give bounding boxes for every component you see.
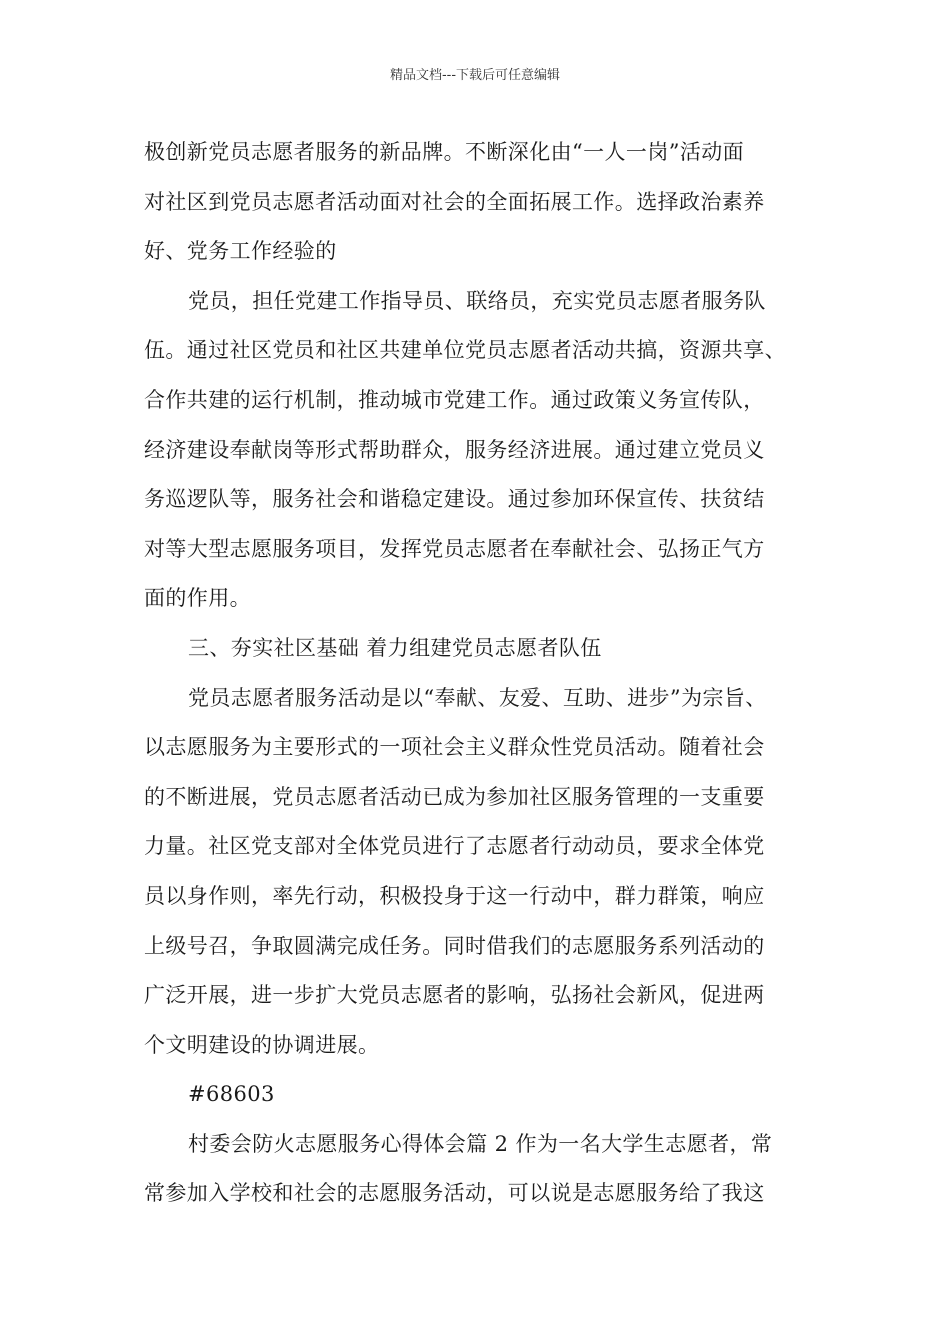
text-line: 合作共建的运行机制，推动城市党建工作。通过政策义务宣传队， xyxy=(144,387,765,412)
text-line: 党员志愿者服务活动是以“奉献、友爱、互助、进步”为宗旨、 xyxy=(188,685,767,710)
text-line: 广泛开展，进一步扩大党员志愿者的影响，弘扬社会新风，促进两 xyxy=(144,983,765,1008)
text-line: 务巡逻队等，服务社会和谐稳定建设。通过参加环保宣传、扶贫结 xyxy=(144,487,765,512)
text-line: 伍。通过社区党员和社区共建单位党员志愿者活动共搞，资源共享、 xyxy=(144,338,786,363)
text-line: 以志愿服务为主要形式的一项社会主义群众性党员活动。随着社会 xyxy=(144,735,765,760)
document-id: #68603 xyxy=(188,1082,275,1107)
page-header: 精品文档---下载后可任意编辑 xyxy=(389,68,561,83)
text-line: 好、党务工作经验的 xyxy=(144,239,337,264)
text-line: 村委会防火志愿服务心得体会篇 2 作为一名大学生志愿者，常 xyxy=(188,1131,773,1156)
text-line: 对等大型志愿服务项目，发挥党员志愿者在奉献社会、弘扬正气方 xyxy=(144,536,765,561)
text-line: 的不断进展，党员志愿者活动已成为参加社区服务管理的一支重要 xyxy=(144,784,765,809)
text-line: 力量。社区党支部对全体党员进行了志愿者行动动员，要求全体党 xyxy=(144,834,765,859)
text-line: 个文明建设的协调进展。 xyxy=(144,1032,380,1057)
text-line: 极创新党员志愿者服务的新品牌。不断深化由“一人一岗”活动面 xyxy=(144,140,745,164)
document-body xyxy=(144,128,834,1219)
text-line: 面的作用。 xyxy=(144,586,251,611)
text-line: 常参加入学校和社会的志愿服务活动，可以说是志愿服务给了我这 xyxy=(144,1181,765,1206)
text-line: 党员，担任党建工作指导员、联络员，充实党员志愿者服务队 xyxy=(188,288,766,313)
section-heading: 三、夯实社区基础 着力组建党员志愿者队伍 xyxy=(188,635,602,660)
text-line: 员以身作则，率先行动，积极投身于这一行动中，群力群策，响应 xyxy=(144,883,765,908)
text-line: 对社区到党员志愿者活动面对社会的全面拓展工作。选择政治素养 xyxy=(144,189,765,214)
text-line: 经济建设奉献岗等形式帮助群众，服务经济进展。通过建立党员义 xyxy=(144,437,765,462)
text-line: 上级号召，争取圆满完成任务。同时借我们的志愿服务系列活动的 xyxy=(144,933,765,958)
